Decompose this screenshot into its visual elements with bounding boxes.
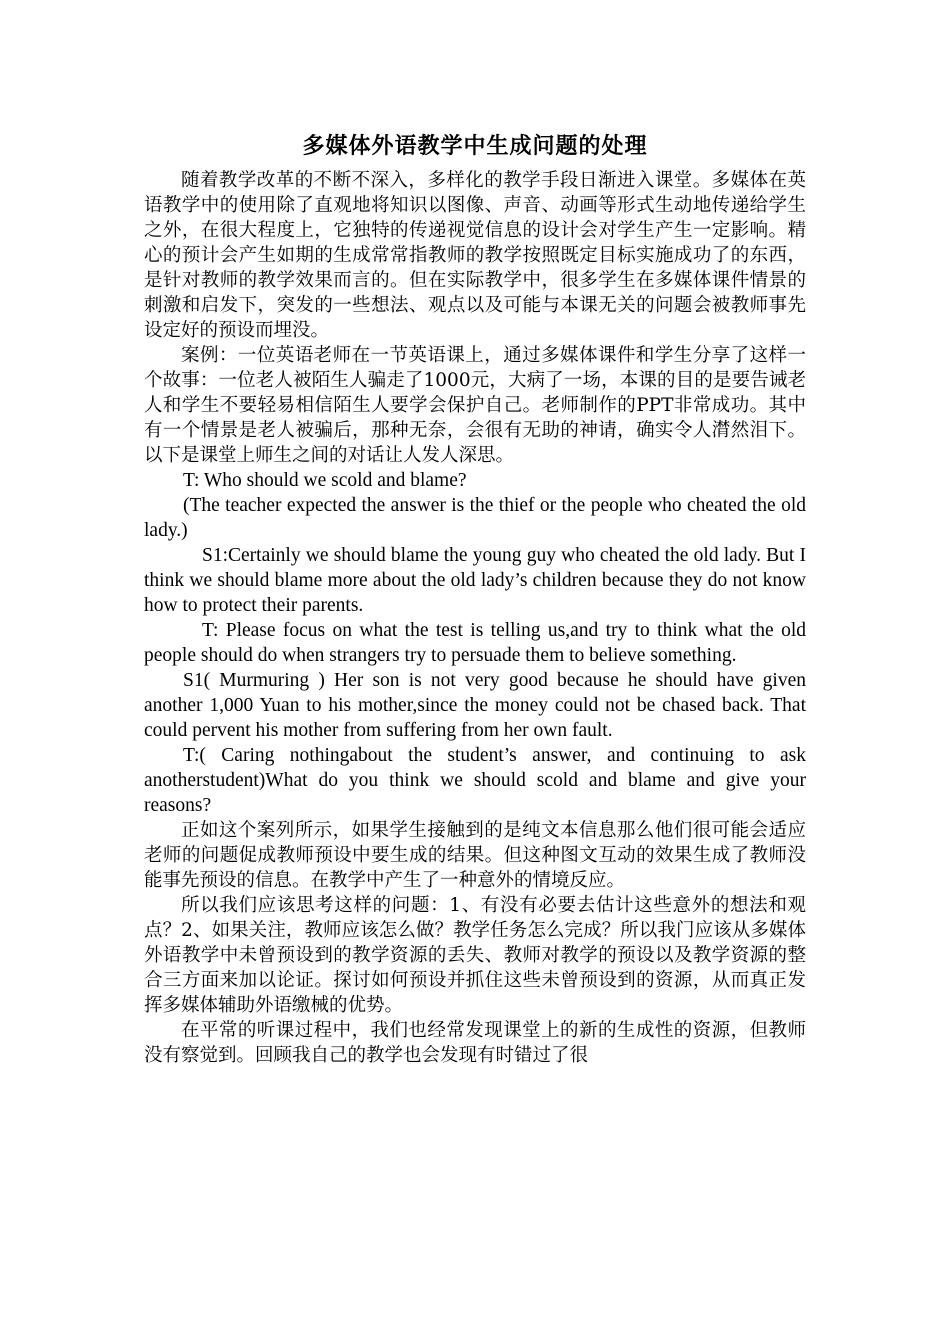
dialogue-teacher-question: T: Who should we scold and blame? — [183, 470, 467, 491]
dialogue-student-answer-2: S1( Murmuring ) Her son is not very good because he should have given another 1,000 Yuan to his mother,since the money could not be chased back. That could pervent his mother from suffering from her own fault. — [144, 670, 806, 741]
document-title: 多媒体外语教学中生成问题的处理 — [302, 134, 648, 159]
paragraph-analysis: 正如这个案列所示，如果学生接触到的是纯文本信息那么他们很可能会适应老师的问题促成教师预设中要生成的结果。但这种图文互动的效果生成了教师没能事先预设的信息。在教学中产生了一种意外的情境反应。 — [144, 820, 806, 891]
dialogue-teacher-expectation: (The teacher expected the answer is the thief or the people who cheated the old lady.) — [144, 495, 806, 541]
dialogue-student-answer-1: S1:Certainly we should blame the young guy who cheated the old lady. But I think we should blame more about the old lady’s children because they do not know how to protect their parents. — [144, 545, 806, 616]
paragraph-intro: 随着教学改革的不断不深入，多样化的教学手段日渐进入课堂。多媒体在英语教学中的使用除了直观地将知识以图像、声音、动画等形式生动地传递给学生之外，在很大程度上，它独特的传递视觉信息的设计会对学生产生一定影响。精心的预计会产生如期的生成常常指教师的教学按照既定目标实施成功了的东西，是针对教师的教学效果而言的。但在实际教学中，很多学生在多媒体课件情景的刺激和启发下，突发的一些想法、观点以及可能与本课无关的问题会被教师事先设定好的预设而埋没。 — [144, 170, 806, 341]
document-body — [144, 132, 806, 1068]
paragraph-observation: 在平常的听课过程中，我们也经常发现课堂上的新的生成性的资源，但教师没有察觉到。回顾我自己的教学也会发现有时错过了很 — [144, 1020, 806, 1066]
dialogue-teacher-reply: T: Please focus on what the test is telling us,and try to think what the old people should do when strangers try to persuade them to believe something. — [144, 620, 806, 666]
dialogue-teacher-followup: T:( Caring nothingabout the student’s answer, and continuing to ask anotherstudent)What do you think we should scold and blame and give your reasons? — [144, 745, 806, 816]
paragraph-case: 案例：一位英语老师在一节英语课上，通过多媒体课件和学生分享了这样一个故事：一位老人被陌生人骗走了1000元，大病了一场，本课的目的是要告诫老人和学生不要轻易相信陌生人要学会保护自己。老师制作的PPT非常成功。其中有一个情景是老人被骗后，那种无奈，会很有无助的神请，确实令人潸然泪下。以下是课堂上师生之间的对话让人发人深思。 — [144, 345, 806, 466]
paragraph-questions: 所以我们应该思考这样的问题：1、有没有必要去估计这些意外的想法和观点？2、如果关注，教师应该怎么做？教学任务怎么完成？所以我门应该从多媒体外语教学中未曾预设到的教学资源的丢失、教师对教学的预设以及教学资源的整合三方面来加以论证。探讨如何预设并抓住这些未曾预设到的资源，从而真正发挥多媒体辅助外语缴械的优势。 — [144, 895, 806, 1016]
